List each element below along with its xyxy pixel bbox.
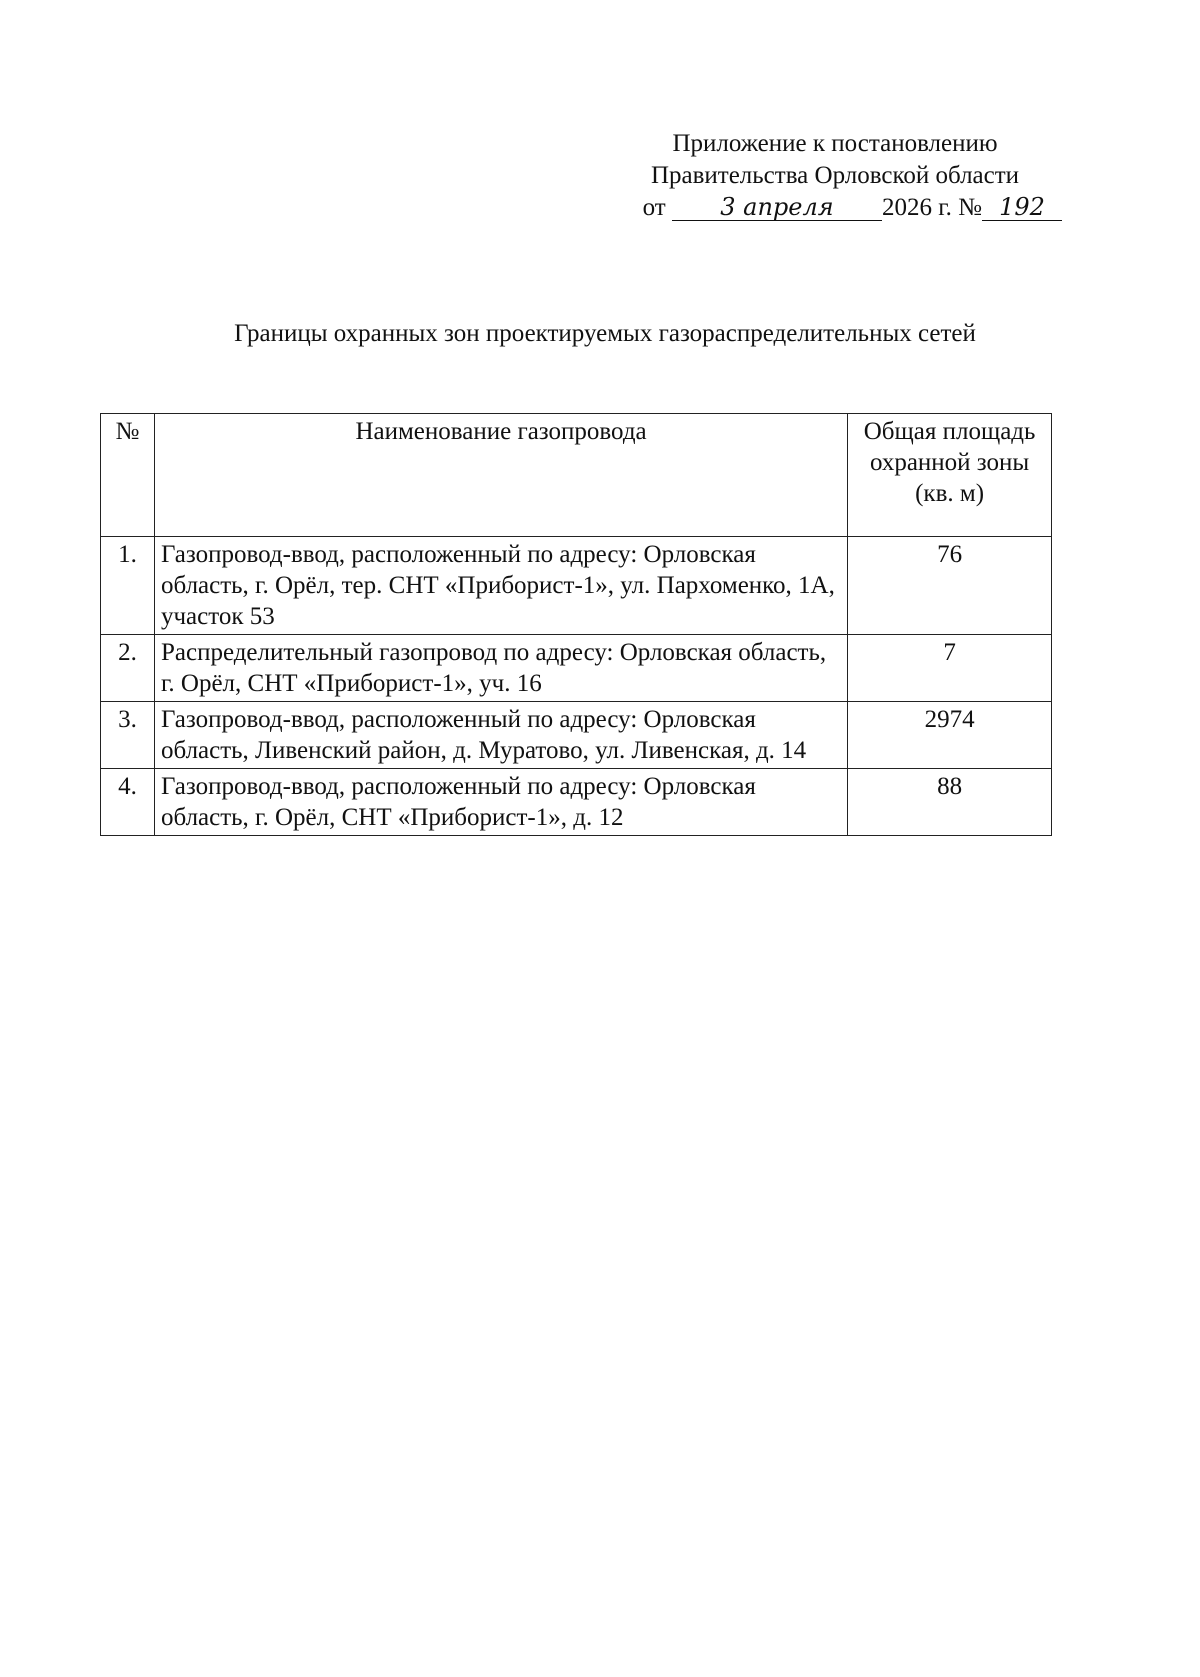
table-row — [101, 537, 1052, 635]
row-pipeline-name: Газопровод-ввод, расположенный по адресу: Орловская область, г. Орёл, тер. СНТ «Приборист-1», ул. Пархоменко, 1А, участок 53 — [154, 537, 847, 635]
row-number: 3. — [101, 702, 155, 769]
date-prefix: от — [642, 194, 666, 221]
table-row — [101, 769, 1052, 836]
row-area: 2974 — [848, 702, 1052, 769]
handwritten-number: 192 — [982, 194, 1062, 221]
header-number: № — [101, 414, 155, 537]
row-number: 1. — [101, 537, 155, 635]
appendix-line-1: Приложение к постановлению — [672, 130, 998, 157]
row-pipeline-name: Газопровод-ввод, расположенный по адресу: Орловская область, Ливенский район, д. Муратово, ул. Ливенская, д. 14 — [154, 702, 847, 769]
year-and-number-label: 2026 г. № — [881, 194, 982, 221]
header-pipeline-name: Наименование газопровода — [154, 414, 847, 537]
row-area: 76 — [848, 537, 1052, 635]
handwritten-date: 3 апреля — [672, 194, 882, 221]
row-area: 88 — [848, 769, 1052, 836]
table-row — [101, 635, 1052, 702]
table-header-row — [101, 414, 1052, 537]
resolution-date-line — [600, 192, 1070, 224]
appendix-header — [600, 128, 1070, 224]
row-number: 4. — [101, 769, 155, 836]
row-pipeline-name: Распределительный газопровод по адресу: Орловская область, г. Орёл, СНТ «Приборист-1», уч. 16 — [154, 635, 847, 702]
row-number: 2. — [101, 635, 155, 702]
document-title: Границы охранных зон проектируемых газораспределительных сетей — [234, 320, 976, 347]
table-row — [101, 702, 1052, 769]
header-total-area: Общая площадь охранной зоны (кв. м) — [848, 414, 1052, 537]
protection-zones-table — [100, 413, 1052, 836]
appendix-line-2: Правительства Орловской области — [650, 162, 1020, 189]
row-area: 7 — [848, 635, 1052, 702]
row-pipeline-name: Газопровод-ввод, расположенный по адресу: Орловская область, г. Орёл, СНТ «Приборист-1», д. 12 — [154, 769, 847, 836]
